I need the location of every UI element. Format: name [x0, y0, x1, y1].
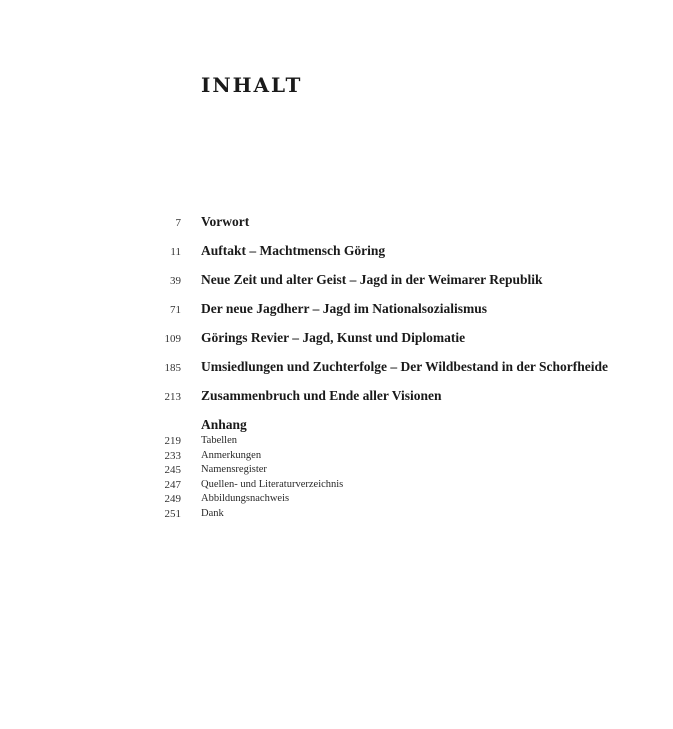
toc-page-number: 213 — [164, 391, 181, 403]
toc-appendix-title: Quellen- und Literaturverzeichnis — [201, 478, 344, 490]
toc-appendix-item-anmerkungen — [0, 450, 673, 465]
toc-page-number: 233 — [164, 449, 181, 462]
toc-entry-jagdherr — [0, 297, 673, 326]
toc-chapter-title: Umsiedlungen und Zuchterfolge – Der Wildbestand in der Schorfheide — [201, 359, 609, 374]
toc-chapter-title: Görings Revier – Jagd, Kunst und Diplomatie — [201, 330, 466, 345]
toc-page-number: 251 — [164, 507, 181, 520]
toc-page-number: 185 — [164, 362, 181, 374]
toc-page-number: 247 — [164, 478, 181, 491]
toc-chapter-title: Vorwort — [201, 214, 250, 229]
toc-appendix-item-tabellen — [0, 435, 673, 450]
toc-appendix-title: Tabellen — [201, 435, 237, 446]
toc-entry-auftakt — [0, 239, 673, 268]
toc-page-number: 39 — [170, 275, 181, 287]
toc-page-number: 71 — [170, 304, 181, 316]
page-heading: INHALT — [201, 73, 303, 97]
toc-entry-neue-zeit — [0, 268, 673, 297]
table-of-contents — [0, 210, 673, 522]
toc-appendix-heading — [0, 417, 673, 435]
toc-chapter-title: Zusammenbruch und Ende aller Visionen — [201, 388, 442, 403]
toc-appendix-title: Anmerkungen — [201, 449, 262, 461]
toc-appendix-item-quellen — [0, 479, 673, 494]
toc-page-number: 109 — [164, 333, 181, 345]
toc-page-number: 219 — [164, 435, 181, 447]
toc-entry-vorwort — [0, 210, 673, 239]
toc-appendix-item-dank — [0, 508, 673, 523]
appendix-title: Anhang — [201, 417, 247, 432]
toc-appendix-item-abbildungsnachweis — [0, 493, 673, 508]
toc-chapter-title: Der neue Jagdherr – Jagd im Nationalsozialismus — [201, 301, 488, 316]
toc-appendix-title: Abbildungsnachweis — [201, 493, 290, 504]
toc-entry-goerings-revier — [0, 326, 673, 355]
toc-entry-zusammenbruch — [0, 384, 673, 413]
toc-appendix-title: Dank — [201, 507, 224, 519]
toc-appendix-title: Namensregister — [201, 464, 267, 475]
toc-page-number: 245 — [164, 464, 181, 476]
toc-chapter-title: Neue Zeit und alter Geist – Jagd in der Weimarer Republik — [201, 272, 543, 287]
toc-chapter-title: Auftakt – Machtmensch Göring — [201, 243, 386, 258]
toc-entry-umsiedlungen — [0, 355, 673, 384]
toc-page-number: 7 — [175, 217, 181, 229]
toc-page-number: 11 — [170, 246, 181, 258]
toc-appendix-item-namensregister — [0, 464, 673, 479]
toc-page-number: 249 — [164, 493, 181, 505]
